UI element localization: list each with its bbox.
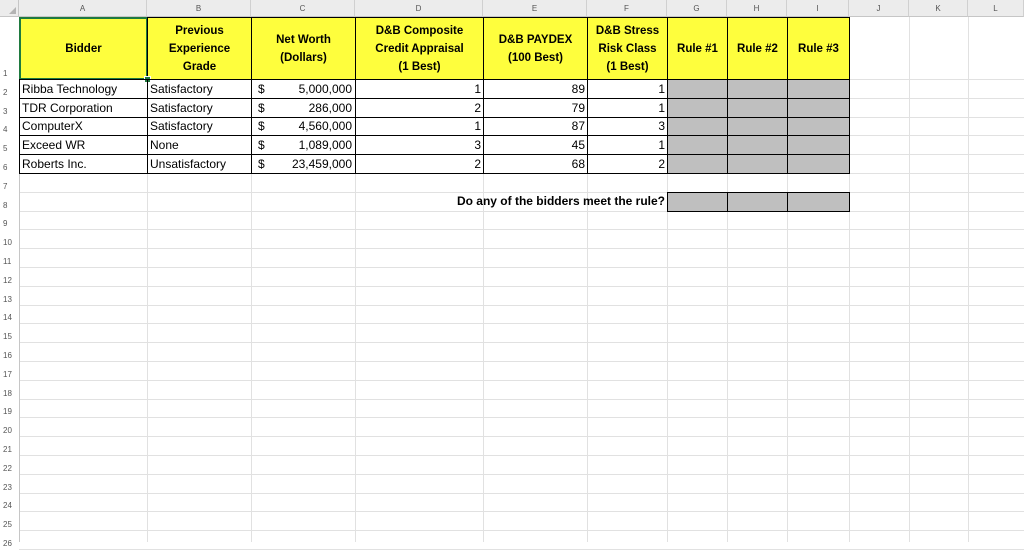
header-paydex[interactable] — [483, 17, 588, 80]
experience-cell[interactable]: Satisfactory — [147, 117, 252, 137]
experience-cell[interactable]: Satisfactory — [147, 79, 252, 99]
row-gridline — [19, 399, 1024, 400]
header-composite-credit-appraisal-line: D&B Composite — [375, 24, 464, 37]
header-net-worth[interactable] — [251, 17, 356, 80]
rule-2-result-cell[interactable] — [727, 117, 788, 137]
column-header-f[interactable]: F — [587, 0, 667, 17]
rule-2-result-cell[interactable] — [727, 79, 788, 99]
currency-symbol: $ — [258, 119, 265, 134]
header-composite-credit-appraisal-line: (1 Best) — [398, 60, 441, 73]
rule-1-result-cell[interactable] — [667, 117, 728, 137]
paydex-cell[interactable]: 79 — [483, 98, 588, 118]
question-label: Do any of the bidders meet the rule? — [456, 193, 665, 208]
paydex-cell[interactable]: 87 — [483, 117, 588, 137]
column-header-l[interactable]: L — [968, 0, 1024, 17]
header-net-worth-text — [276, 31, 331, 67]
row-header-8[interactable]: 8 — [3, 200, 8, 210]
row-header-24[interactable]: 24 — [3, 501, 12, 511]
rule-3-result-cell[interactable] — [787, 154, 850, 174]
row-header-13[interactable]: 13 — [3, 294, 12, 304]
row-gridline — [19, 417, 1024, 418]
experience-cell[interactable]: Satisfactory — [147, 98, 252, 118]
row-header-15[interactable]: 15 — [3, 332, 12, 342]
rule-1-result-cell[interactable] — [667, 135, 728, 155]
row-gridline — [19, 511, 1024, 512]
rule-3-result-cell[interactable] — [787, 98, 850, 118]
header-net-worth-line: Net Worth — [276, 33, 331, 46]
net-worth-value: 23,459,000 — [291, 157, 352, 172]
net-worth-cell[interactable] — [251, 154, 356, 174]
column-header-g[interactable]: G — [667, 0, 727, 17]
header-bidder[interactable]: Bidder — [19, 17, 148, 80]
header-rule-3[interactable]: Rule #3 — [787, 17, 850, 80]
column-header-d[interactable]: D — [355, 0, 483, 17]
row-header-16[interactable]: 16 — [3, 350, 12, 360]
net-worth-cell[interactable] — [251, 117, 356, 137]
bidder-name-cell[interactable]: Roberts Inc. — [19, 154, 148, 174]
rule-2-result-cell[interactable] — [727, 135, 788, 155]
stress-cell[interactable]: 1 — [587, 98, 668, 118]
stress-cell[interactable]: 2 — [587, 154, 668, 174]
row-header-9[interactable]: 9 — [3, 219, 8, 229]
rule-2-result-cell[interactable] — [727, 98, 788, 118]
row-header-2[interactable]: 2 — [3, 87, 8, 97]
net-worth-value: 5,000,000 — [298, 81, 352, 96]
header-rule-1[interactable]: Rule #1 — [667, 17, 728, 80]
net-worth-value: 1,089,000 — [298, 138, 352, 153]
select-all-corner[interactable] — [0, 0, 19, 17]
row-gridline — [19, 436, 1024, 437]
currency-symbol: $ — [258, 81, 265, 96]
rule-3-summary-cell[interactable] — [787, 192, 850, 212]
row-gridline — [19, 380, 1024, 381]
stress-cell[interactable]: 3 — [587, 117, 668, 137]
row-header-26[interactable]: 26 — [3, 538, 12, 548]
composite-cell[interactable]: 2 — [355, 98, 484, 118]
currency-symbol: $ — [258, 157, 265, 172]
row-gridline — [19, 192, 1024, 193]
column-header-b[interactable]: B — [147, 0, 251, 17]
rule-2-summary-cell[interactable] — [727, 192, 788, 212]
header-previous-experience-grade-line: Previous — [175, 24, 224, 37]
paydex-cell[interactable]: 45 — [483, 135, 588, 155]
column-gridline — [909, 17, 910, 542]
net-worth-cell[interactable] — [251, 98, 356, 118]
row-header-22[interactable]: 22 — [3, 463, 12, 473]
header-net-worth-line: (Dollars) — [280, 51, 327, 64]
row-header-4[interactable]: 4 — [3, 125, 8, 135]
stress-cell[interactable]: 1 — [587, 135, 668, 155]
header-stress-risk-class[interactable] — [587, 17, 668, 80]
rule-2-result-cell[interactable] — [727, 154, 788, 174]
row-header-6[interactable]: 6 — [3, 162, 8, 172]
row-gridline — [19, 474, 1024, 475]
row-header-25[interactable]: 25 — [3, 520, 12, 530]
experience-cell[interactable]: Unsatisfactory — [147, 154, 252, 174]
column-header-i[interactable]: I — [787, 0, 849, 17]
net-worth-cell[interactable] — [251, 79, 356, 99]
row-gridline — [19, 248, 1024, 249]
column-header-a[interactable]: A — [19, 0, 147, 17]
bidder-name-cell[interactable]: Ribba Technology — [19, 79, 148, 99]
row-header-5[interactable]: 5 — [3, 144, 8, 154]
row-gridline — [19, 286, 1024, 287]
net-worth-value: 286,000 — [308, 100, 352, 115]
column-gridline — [968, 17, 969, 542]
rule-1-result-cell[interactable] — [667, 98, 728, 118]
composite-cell[interactable]: 2 — [355, 154, 484, 174]
net-worth-value: 4,560,000 — [298, 119, 352, 134]
row-gridline — [19, 530, 1024, 531]
row-header-10[interactable]: 10 — [3, 238, 12, 248]
rule-3-result-cell[interactable] — [787, 117, 850, 137]
header-stress-risk-class-line: Risk Class — [598, 42, 657, 55]
rule-3-result-cell[interactable] — [787, 135, 850, 155]
header-previous-experience-grade-text — [169, 22, 230, 76]
column-header-j[interactable]: J — [849, 0, 909, 17]
rule-3-result-cell[interactable] — [787, 79, 850, 99]
header-stress-risk-class-line: D&B Stress — [595, 24, 660, 37]
row-gridline — [19, 267, 1024, 268]
row-header-17[interactable]: 17 — [3, 369, 12, 379]
composite-cell[interactable]: 3 — [355, 135, 484, 155]
experience-cell[interactable]: None — [147, 135, 252, 155]
header-previous-experience-grade-line: Grade — [182, 60, 217, 73]
row-gridline — [19, 493, 1024, 494]
row-header-11[interactable]: 11 — [3, 256, 12, 266]
header-composite-credit-appraisal-line: Credit Appraisal — [375, 42, 464, 55]
row-gridline — [19, 305, 1024, 306]
header-stress-risk-class-text — [596, 22, 659, 76]
row-header-20[interactable]: 20 — [3, 426, 12, 436]
paydex-cell[interactable]: 68 — [483, 154, 588, 174]
bidder-name-cell[interactable]: ComputerX — [19, 117, 148, 137]
column-header-k[interactable]: K — [909, 0, 968, 17]
row-header-14[interactable]: 14 — [3, 313, 12, 323]
paydex-cell[interactable]: 89 — [483, 79, 588, 99]
row-gridline — [19, 342, 1024, 343]
rule-1-summary-cell[interactable] — [667, 192, 728, 212]
bidder-name-cell[interactable]: TDR Corporation — [19, 98, 148, 118]
row-gridline — [19, 323, 1024, 324]
composite-cell[interactable]: 1 — [355, 117, 484, 137]
row-gridline — [19, 229, 1024, 230]
row-header-23[interactable]: 23 — [3, 482, 12, 492]
stress-cell[interactable]: 1 — [587, 79, 668, 99]
column-header-h[interactable]: H — [727, 0, 787, 17]
row-gridline — [19, 455, 1024, 456]
header-rule-2[interactable]: Rule #2 — [727, 17, 788, 80]
column-header-c[interactable]: C — [251, 0, 355, 17]
header-stress-risk-class-line: (1 Best) — [606, 60, 649, 73]
net-worth-cell[interactable] — [251, 135, 356, 155]
currency-symbol: $ — [258, 100, 265, 115]
header-paydex-line: (100 Best) — [508, 51, 563, 64]
row-header-3[interactable]: 3 — [3, 106, 8, 116]
header-paydex-text — [499, 31, 573, 67]
row-header-19[interactable]: 19 — [3, 407, 12, 417]
currency-symbol: $ — [258, 138, 265, 153]
header-composite-credit-appraisal-text — [375, 22, 463, 76]
row-header-18[interactable]: 18 — [3, 388, 12, 398]
header-previous-experience-grade[interactable] — [147, 17, 252, 80]
row-gridline — [19, 211, 1024, 212]
row-header-12[interactable]: 12 — [3, 275, 12, 285]
header-composite-credit-appraisal[interactable] — [355, 17, 484, 80]
bidder-name-cell[interactable]: Exceed WR — [19, 135, 148, 155]
row-header-21[interactable]: 21 — [3, 444, 12, 454]
row-header-7[interactable]: 7 — [3, 181, 8, 191]
rule-1-result-cell[interactable] — [667, 154, 728, 174]
row-header-1[interactable]: 1 — [3, 69, 8, 78]
rule-1-result-cell[interactable] — [667, 79, 728, 99]
header-paydex-line: D&B PAYDEX — [498, 33, 573, 46]
row-gridline — [19, 361, 1024, 362]
header-previous-experience-grade-line: Experience — [168, 42, 231, 55]
column-header-e[interactable]: E — [483, 0, 587, 17]
composite-cell[interactable]: 1 — [355, 79, 484, 99]
